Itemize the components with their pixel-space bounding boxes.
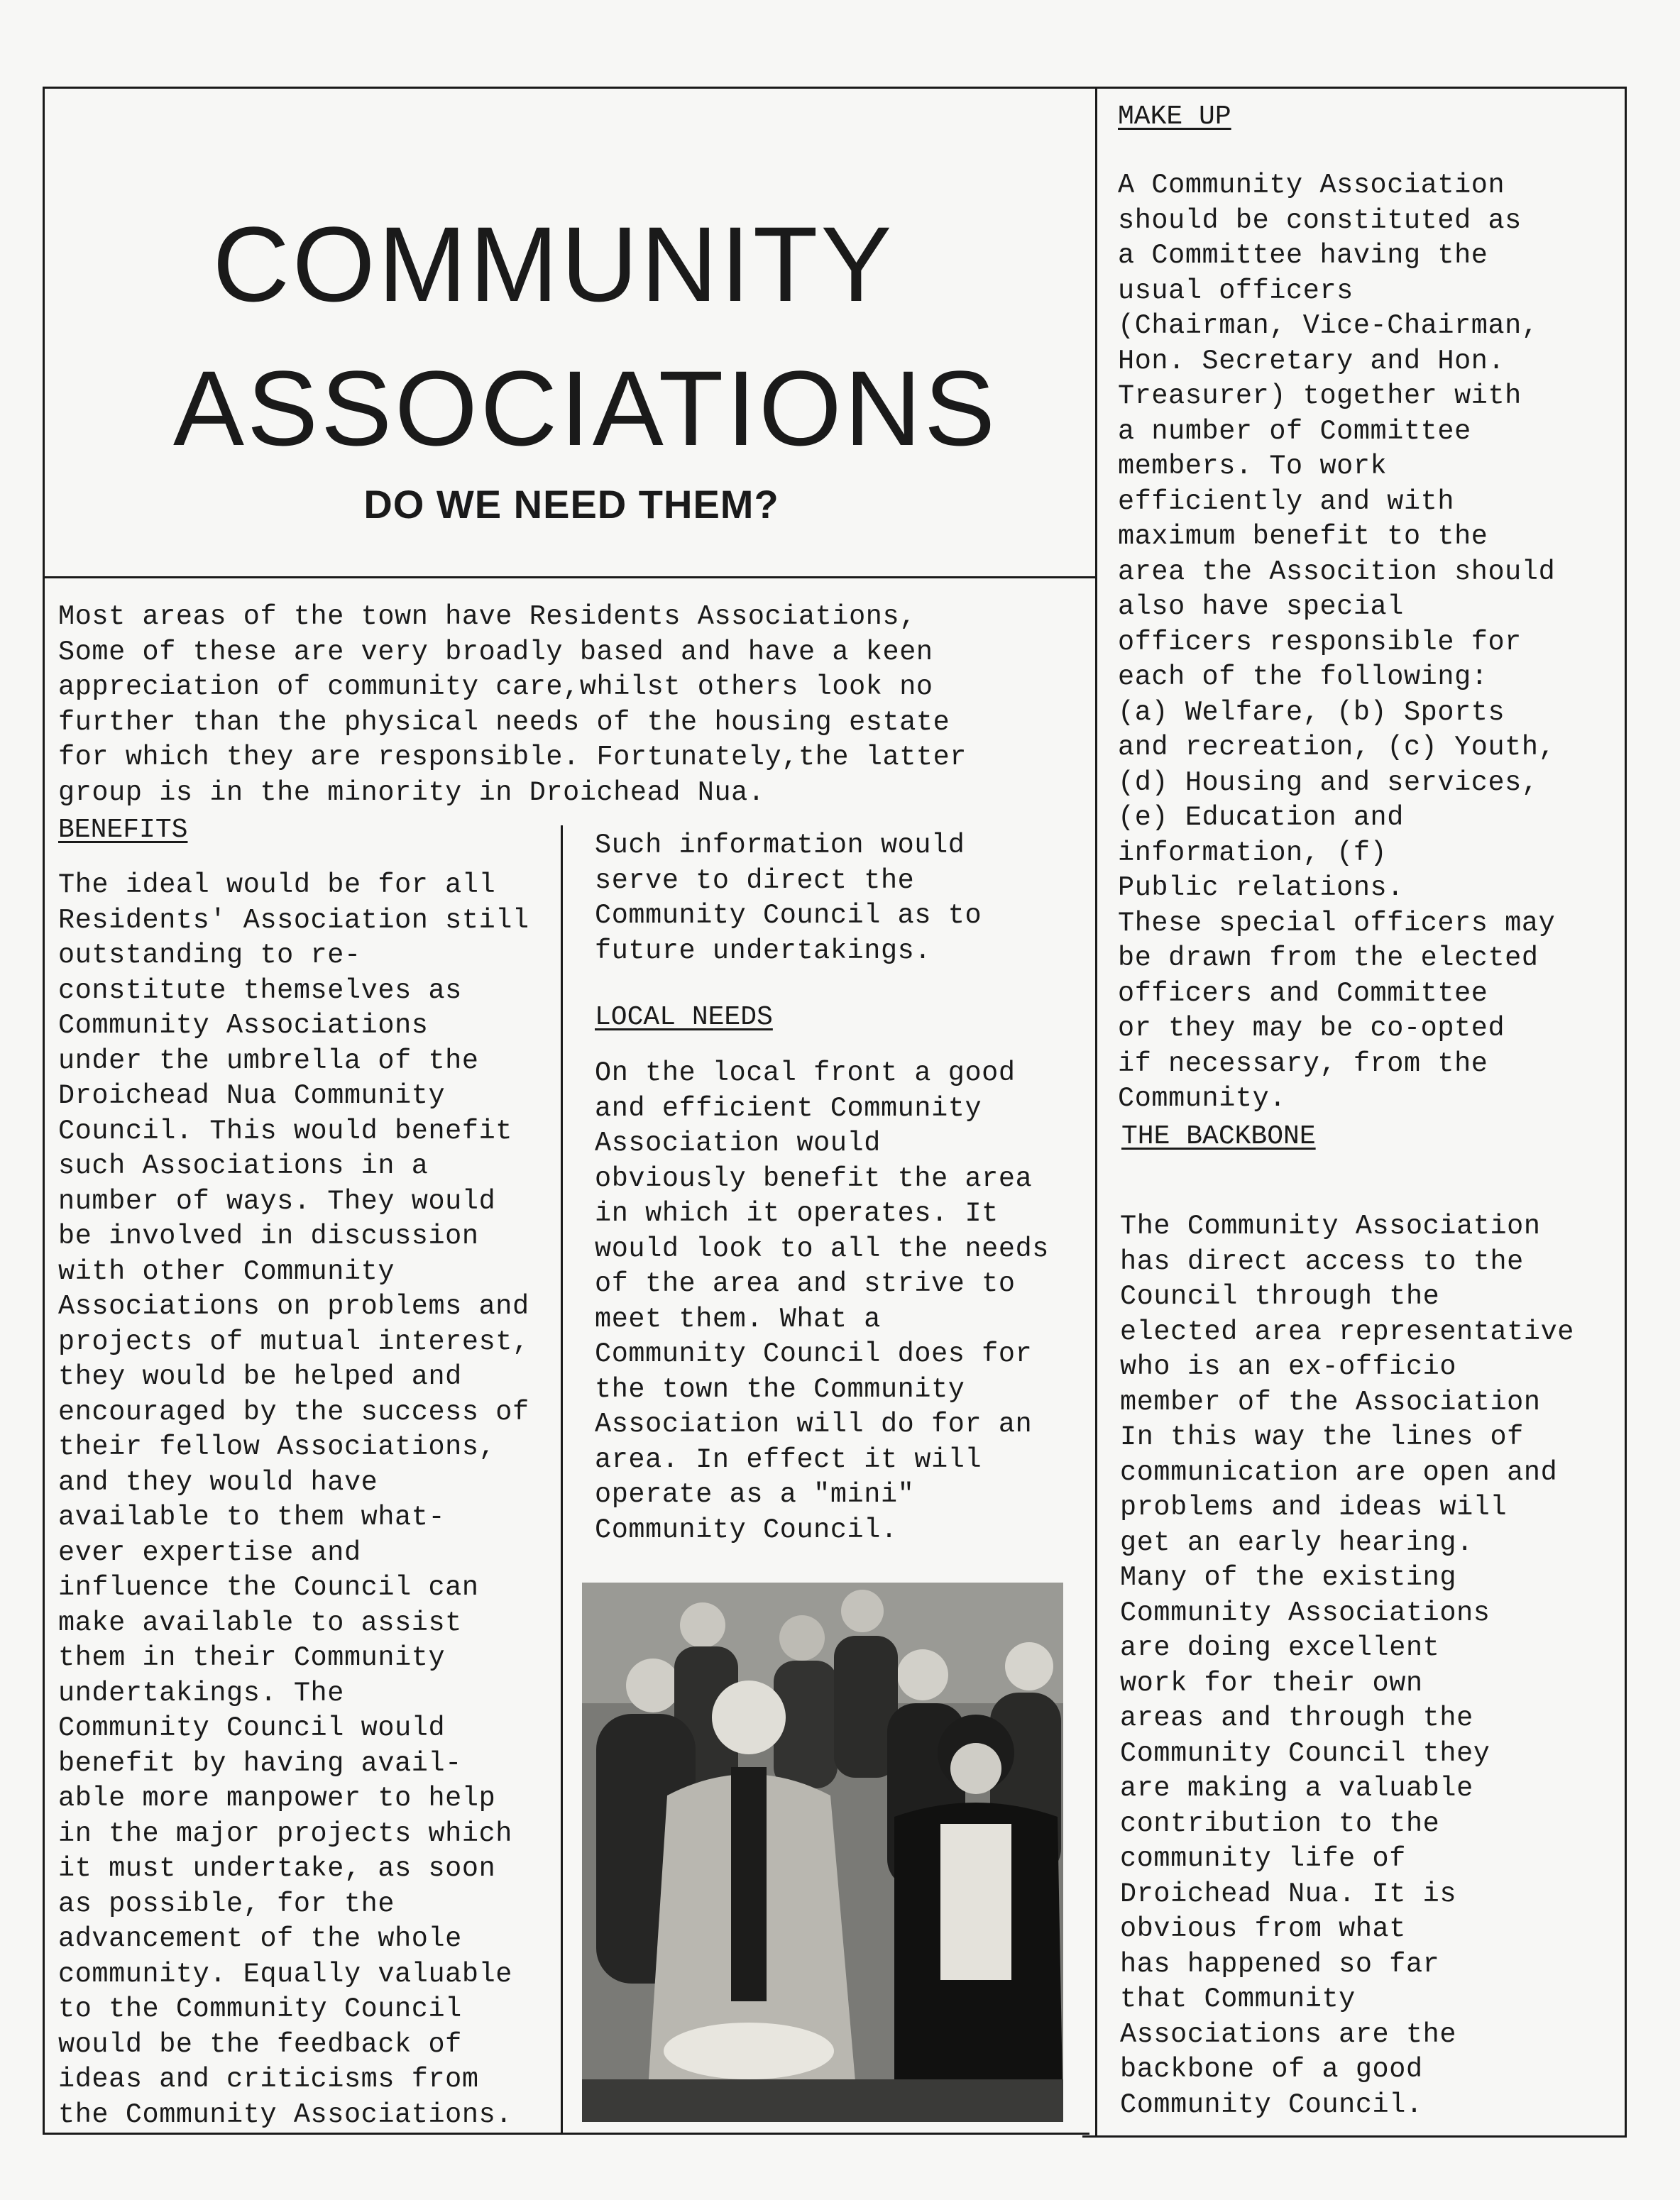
frame-left [43,87,45,2134]
frame-right [1625,87,1627,2138]
frame-top [43,87,1627,89]
make-up-heading: MAKE UP [1118,101,1231,132]
benefits-heading: BENEFITS [58,815,188,845]
title-line-1: COMMUNITY [212,204,895,324]
frame-bottom-left [43,2133,1089,2135]
title-line-2: ASSOCIATIONS [172,348,999,468]
backbone-heading: THE BACKBONE [1121,1121,1316,1152]
title-box-divider [43,576,1097,578]
local-needs-heading: LOCAL NEEDS [595,1002,773,1033]
make-up-text: A Community Association should be constituted as a Committee having the usual officers (Chairman, Vice-Chairman, Hon. Secretary and Hon. Treasurer) together with a number of Committee members. To work efficiently and with maximum benefit to the area the Assocition should also have special officers responsible for each of the following: (a) Welfare, (b) Sports and recreation, (c) Youth, (d) Housing and services, (e) Education and information, (f) Public relations. These special officers may be drawn from the elected officers and Committee or they may be co-opted if necessary, from the Community. [1118,170,1556,1114]
benefits-text: The ideal would be for all Residents' Association still outstanding to re- constitute themselves as Community Associations under the umbrella of the Droichead Nua Community Council. This would benefit such Associations in a number of ways. They would be involved in discussion with other Community Associations on problems and projects of mutual interest, they would be helped and encouraged by the success of their fellow Associations, and they would have available to them what- ever expertise and influence the Council can make available to assist them in their Community undertakings. The Community Council would benefit by having avail- able more manpower to help in the major projects which it must undertake, as soon as possible, for the advancement of the whole community. Equally valuable to the Community Council would be the feedback of ideas and criticisms from the Community Associations. [58,869,529,2130]
subtitle: DO WE NEED THEM? [363,482,779,527]
group-photo [582,1583,1063,2122]
backbone-text: The Community Association has direct access to the Council through the elected area representative who is an ex-officio member of the Association In this way the lines of communication are open and problems and ideas will get an early hearing. Many of the existing Community Associations are doing excellent work for their own areas and through the Community Council they are making a valuable contribution to the community life of Droichead Nua. It is obvious from what has happened so far that Community Associations are the backbone of a good Community Council. [1120,1211,1575,2121]
middle-column-divider [561,825,563,2135]
group-photo-image [582,1583,1063,2122]
frame-bottom-right [1082,2135,1627,2138]
local-needs-text: On the local front a good and efficient Community Association would obviously benefit the area in which it operates. It would look to all the needs of the area and strive to meet them. What a Community Council does for the town the Community Association will do for an area. In effect it will operate as a "mini" Community Council. [595,1057,1050,1546]
benefits-continuation: Such information would serve to direct the Community Council as to future undertakings. [595,830,982,967]
intro-paragraph: Most areas of the town have Residents Associations, Some of these are very broadly based and have a keen appreciation of community care,whilst others look no further than the physical needs of the housing estate for which they are responsible. Fortunately,the latter group is in the minority in Droichead Nua. [58,601,967,808]
